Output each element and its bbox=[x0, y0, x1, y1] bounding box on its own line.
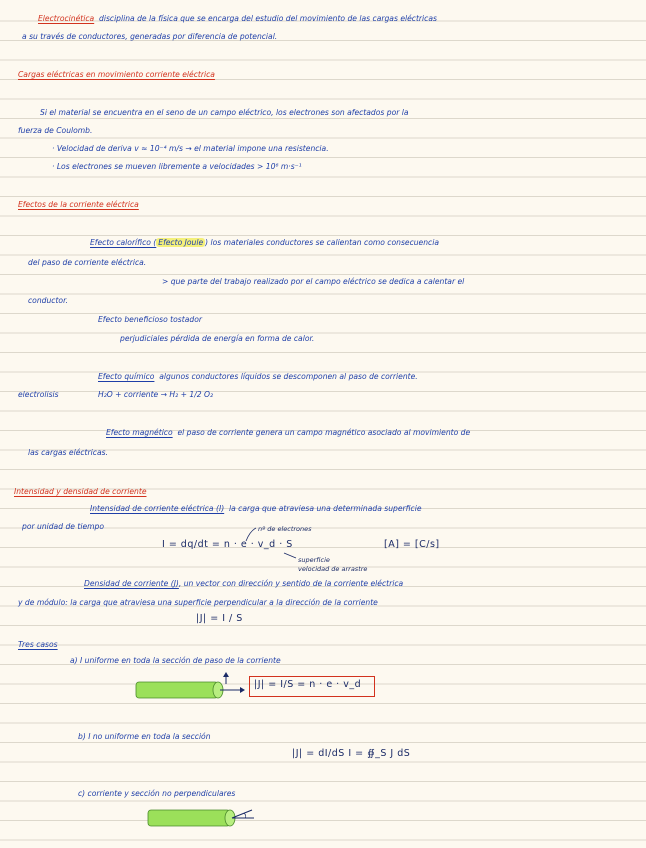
calorifico-line-4: conductor. bbox=[28, 296, 68, 305]
case-b-formula: |J| = dI/dS I = ∯_S J dS bbox=[292, 748, 411, 759]
calorifico-head: Efecto calorífico ( bbox=[90, 238, 157, 247]
magnetico-line-2: las cargas eléctricas. bbox=[28, 448, 108, 457]
formula-densidad: |J| = I / S bbox=[196, 613, 243, 624]
intro-line-2: a su través de conductores, generadas por diferencia de potencial. bbox=[22, 32, 278, 41]
sec1-line-4: · Los electrones se mueven libremente a velocidades > 10⁶ m·s⁻¹ bbox=[52, 162, 302, 171]
calorifico-line-2: del paso de corriente eléctrica. bbox=[28, 258, 147, 267]
case-a-formula: |J| = I/S = n · e · v_d bbox=[254, 679, 362, 690]
calorifico-line-3: > que parte del trabajo realizado por el campo eléctrico se dedica a calentar el bbox=[162, 277, 465, 286]
units-ampere: [A] = [C/s] bbox=[384, 539, 440, 550]
intensidad-tail: la carga que atraviesa una determinada superficie bbox=[229, 504, 422, 513]
densidad-head: Densidad de corriente (J) bbox=[84, 579, 179, 588]
annotation-arrows bbox=[246, 528, 296, 558]
intensidad-line-2: por unidad de tiempo bbox=[22, 522, 104, 531]
section-title-cargas: Cargas eléctricas en movimiento corriente eléctrica bbox=[18, 70, 215, 79]
sec1-line-3: · Velocidad de deriva v ≈ 10⁻⁴ m/s → el material impone una resistencia. bbox=[52, 144, 329, 153]
magnetico-head: Efecto magnético bbox=[106, 428, 173, 437]
case-a-text: a) I uniforme en toda la sección de paso de la corriente bbox=[70, 656, 281, 665]
annotation-electrones: nº de electrones bbox=[258, 525, 312, 533]
calorifico-tail: ) los materiales conductores se calientan como consecuencia bbox=[205, 238, 439, 247]
section-title-intensidad: Intensidad y densidad de corriente bbox=[14, 487, 147, 496]
sec1-line-1: Si el material se encuentra en el seno de un campo eléctrico, los electrones son afectados por la bbox=[40, 108, 409, 117]
efecto-joule-highlight: Efecto Joule bbox=[158, 238, 204, 247]
annotation-superficie: superficie bbox=[298, 556, 330, 564]
tres-casos-title: Tres casos bbox=[18, 640, 58, 649]
quimico-head: Efecto químico bbox=[98, 372, 155, 381]
cylinder-case-c bbox=[148, 810, 254, 826]
case-b-text: b) I no uniforme en toda la sección bbox=[78, 732, 211, 741]
beneficioso-line: Efecto beneficioso tostador bbox=[98, 315, 202, 324]
section-title-efectos: Efectos de la corriente eléctrica bbox=[18, 200, 139, 209]
intro-text-1: disciplina de la física que se encarga del estudio del movimiento de las cargas eléctricas bbox=[99, 14, 437, 23]
sec1-line-2: fuerza de Coulomb. bbox=[18, 126, 93, 135]
electrolisis-formula: H₂O + corriente → H₂ + 1/2 O₂ bbox=[98, 390, 214, 399]
quimico-tail: algunos conductores líquidos se descomponen al paso de corriente. bbox=[159, 372, 418, 381]
magnetico-tail: el paso de corriente genera un campo magnético asociado al movimiento de bbox=[177, 428, 471, 437]
perjudicial-line: perjudiciales pérdida de energía en forma de calor. bbox=[120, 334, 315, 343]
annotation-velocidad: velocidad de arrastre bbox=[298, 565, 368, 573]
densidad-line-2: y de módulo: la carga que atraviesa una superficie perpendicular a la dirección de la corriente bbox=[18, 598, 378, 607]
electrolisis-word: electrolisis bbox=[18, 390, 59, 399]
formula-intensidad: I = dq/dt = n · e · v_d · S bbox=[162, 539, 293, 550]
cylinder-case-a bbox=[136, 672, 245, 698]
intensidad-head: Intensidad de corriente eléctrica (I) bbox=[90, 504, 225, 513]
intro-term: Electrocinética bbox=[38, 14, 95, 23]
densidad-tail: , un vector con dirección y sentido de la corriente eléctrica bbox=[178, 579, 404, 588]
case-c-text: c) corriente y sección no perpendiculares bbox=[78, 789, 236, 798]
